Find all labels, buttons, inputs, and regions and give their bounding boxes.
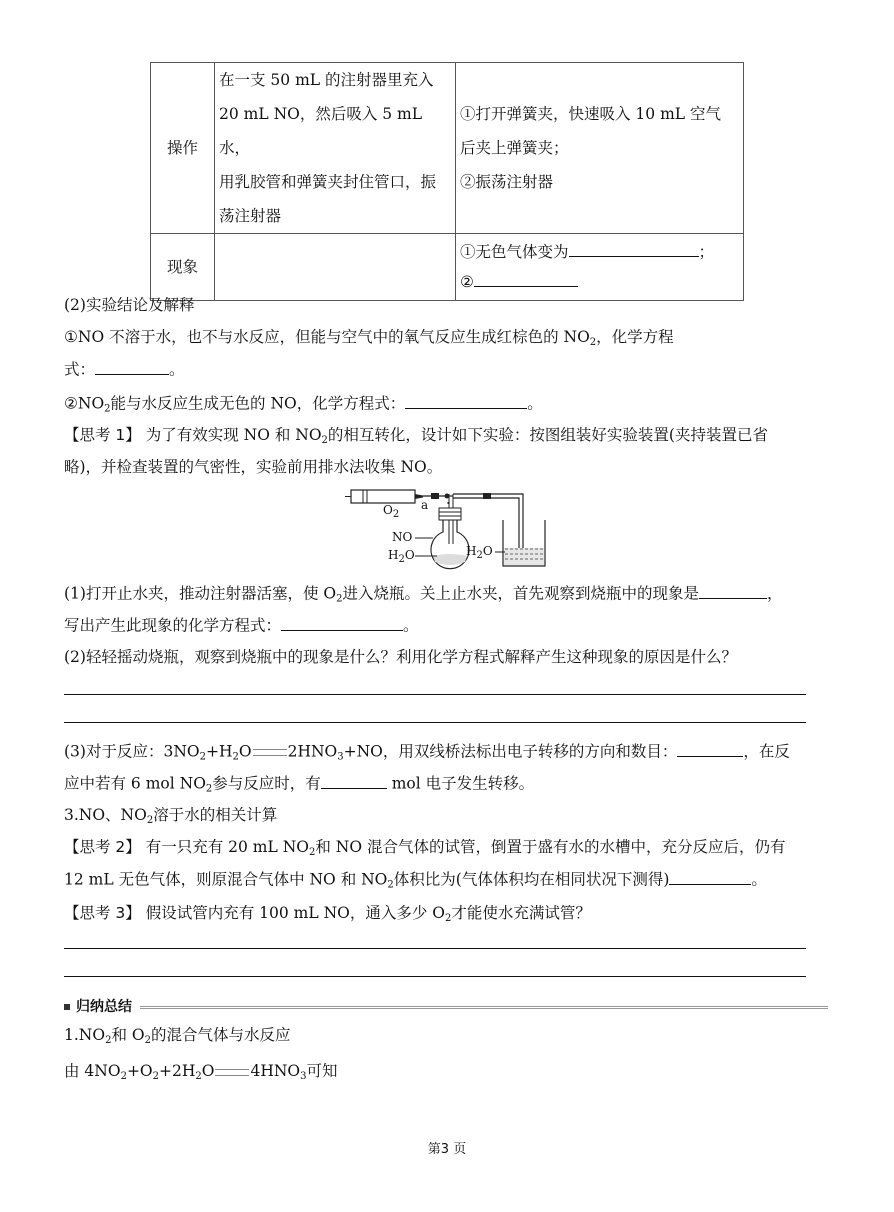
operation-cell-2: [456, 63, 744, 234]
answer-line[interactable]: [64, 722, 806, 723]
phenomenon-cell-1: [215, 234, 456, 301]
summary-bar: [64, 996, 828, 1018]
answer-blank[interactable]: [669, 868, 751, 885]
table-row: [151, 63, 744, 234]
equals-sign-icon: [253, 749, 287, 756]
cell-line: 荡注射器: [219, 207, 282, 225]
section-heading: 3.NO、$NO_2$溶于水的相关计算: [64, 806, 278, 826]
paragraph: ①NO 不溶于水，也不与水反应，但能与空气中的氧气反应生成红棕色的 $NO_2$，化学方程: [64, 328, 674, 348]
label-no: NO: [392, 530, 413, 544]
cell-text: ②: [460, 273, 474, 291]
paragraph: 【思考 1】 为了有效实现 NO 和 $NO_2$的相互转化，设计如下实验：按图组装好实验装置(夹持装置已省: [64, 426, 768, 446]
paragraph: $②NO_2$能与水反应生成无色的 NO，化学方程式： 。: [64, 392, 543, 415]
paragraph: 略)，并检查装置的气密性，实验前用排水法收集 NO。: [64, 458, 443, 476]
row-label-operation: 操作: [151, 63, 215, 234]
paragraph: 应中若有 6 mol $NO_2$参与反应时，有 mol 电子发生转移。: [64, 772, 534, 795]
cell-line: ②振荡注射器: [460, 173, 554, 191]
paragraph: 12 mL 无色气体，则原混合气体中 NO 和 $NO_2$体积比为(气体体积均在相同状况下测得) 。: [64, 868, 767, 891]
label-a: a: [421, 498, 429, 512]
paragraph: (3)对于反应：$3NO_2+H_2O$ $2HNO_3+NO$，用双线桥法标出电子转移的方向和数目： ，在反: [64, 740, 790, 763]
answer-blank[interactable]: [569, 241, 699, 258]
think-tag: 【思考 3】: [64, 904, 141, 922]
think-tag: 【思考 2】: [64, 838, 141, 856]
answer-line[interactable]: [64, 948, 806, 949]
apparatus-diagram: [345, 486, 555, 572]
paragraph: (2)轻轻摇动烧瓶，观察到烧瓶中的现象是什么？利用化学方程式解释产生这种现象的原因是什么？: [64, 648, 737, 666]
summary-tag: 归纳总结: [64, 996, 140, 1018]
paragraph: (1)打开止水夹，推动注射器活塞，使 $O_2$进入烧瓶。关上止水夹，首先观察到烧瓶中的现象是 ，: [64, 582, 783, 605]
table-row: [151, 234, 744, 301]
page-number: 第3 页: [427, 1142, 467, 1157]
answer-blank[interactable]: [281, 614, 403, 631]
cell-text: ；: [698, 243, 715, 261]
paragraph: 写出产生此现象的化学方程式： 。: [64, 614, 419, 637]
answer-blank[interactable]: [474, 271, 578, 288]
paragraph: 【思考 3】 假设试管内充有 100 mL NO，通入多少 $O_2$才能使水充满试管？: [64, 904, 591, 924]
answer-line[interactable]: [64, 694, 806, 695]
think-tag: 【思考 1】: [64, 426, 141, 444]
answer-line[interactable]: [64, 976, 806, 977]
label-h2o: $H_2O$: [466, 544, 493, 561]
answer-blank[interactable]: [699, 582, 767, 599]
cell-line: 20 mL NO，然后吸入 5 mL 水，: [219, 105, 423, 157]
operation-cell-1: [215, 63, 456, 234]
paragraph: 式： 。: [64, 358, 185, 381]
equals-sign-icon: [215, 1069, 249, 1076]
experiment-table: [150, 62, 744, 301]
phenomenon-cell-2: [456, 234, 744, 301]
paragraph: 由 $4NO_2+O_2+2H_2O$ $4HNO_3$可知: [64, 1062, 338, 1082]
label-h2o: $H_2O$: [388, 548, 415, 565]
answer-blank[interactable]: [321, 772, 387, 789]
paragraph: 【思考 2】 有一只充有 20 mL $NO_2$和 NO 混合气体的试管，倒置于盛有水的水槽中，充分反应后，仍有: [64, 838, 786, 858]
syringe-icon: [345, 490, 423, 503]
section-heading: (2)实验结论及解释: [64, 296, 195, 314]
answer-blank[interactable]: [405, 392, 527, 409]
cell-text: ①无色气体变为: [460, 243, 569, 261]
row-label-phenomenon: 现象: [151, 234, 215, 301]
answer-blank[interactable]: [677, 740, 743, 757]
label-o2: $O_2$: [383, 503, 400, 520]
divider: [64, 1006, 828, 1009]
answer-blank[interactable]: [95, 358, 169, 375]
cell-line: 在一支 50 mL 的注射器里充入: [219, 71, 434, 89]
cell-line: 后夹上弹簧夹；: [460, 139, 569, 157]
cell-line: ①打开弹簧夹，快速吸入 10 mL 空气: [460, 105, 721, 123]
cell-line: 用乳胶管和弹簧夹封住管口，振: [219, 173, 437, 191]
paragraph: $1.NO_2$和 $O_2$的混合气体与水反应: [64, 1026, 291, 1046]
